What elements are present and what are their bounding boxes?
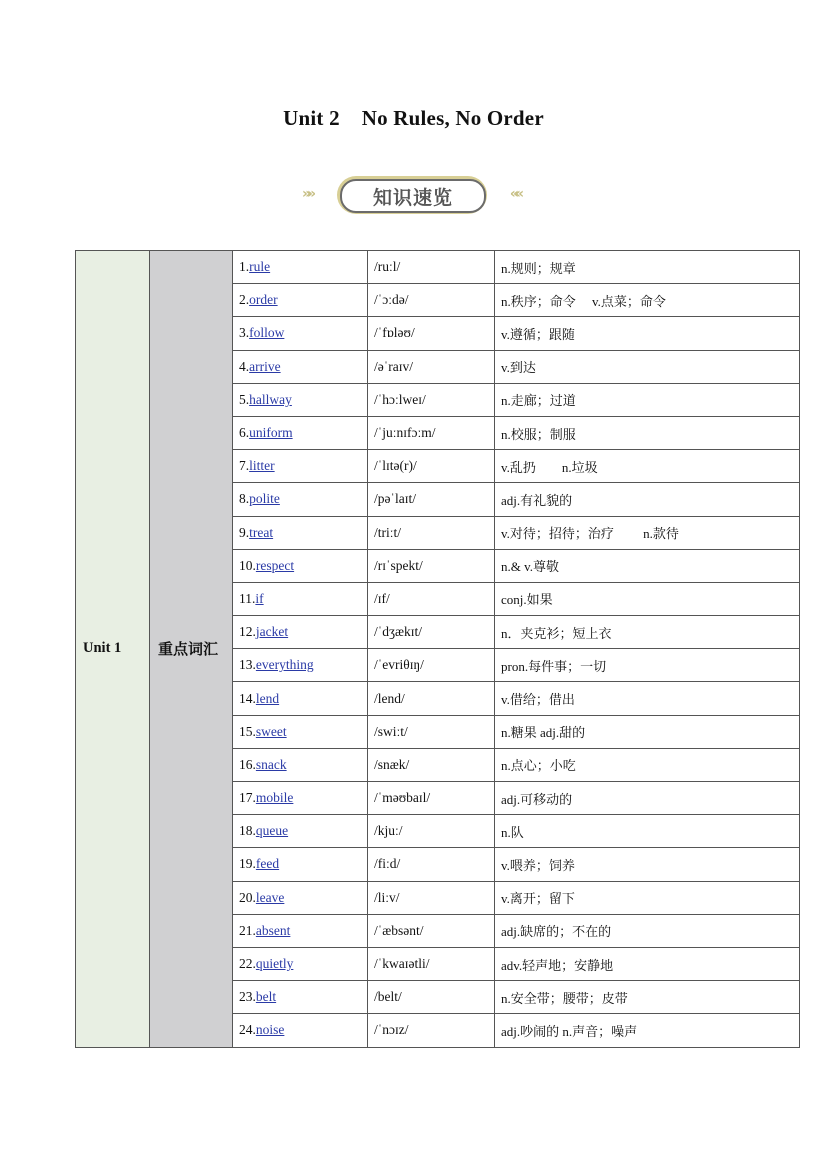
- word-number: 17.: [239, 790, 256, 806]
- meaning-cell: n.规则；规章: [495, 251, 800, 284]
- word-text: litter: [249, 458, 275, 474]
- banner-label: 知识速览: [340, 179, 486, 213]
- word-cell: [233, 383, 368, 416]
- word-number: 2.: [239, 292, 250, 308]
- word-cell: [233, 284, 368, 317]
- word-cell: [233, 1014, 368, 1047]
- word-number: 12.: [239, 624, 256, 640]
- phonetic-cell: /liːv/: [368, 881, 495, 914]
- meaning-cell: v.到达: [495, 350, 800, 383]
- meaning-cell: adj.缺席的；不在的: [495, 914, 800, 947]
- meaning-cell: n.秩序；命令 v.点菜；命令: [495, 284, 800, 317]
- word-link[interactable]: [256, 657, 328, 672]
- word-cell: [233, 582, 368, 615]
- word-cell: [233, 416, 368, 449]
- phonetic-cell: /ˈnɔɪz/: [368, 1014, 495, 1047]
- word-text: quietly: [255, 956, 294, 972]
- word-link[interactable]: [256, 823, 292, 838]
- word-text: polite: [249, 491, 280, 507]
- word-link[interactable]: [249, 425, 309, 440]
- meaning-cell: v.喂养；饲养: [495, 848, 800, 881]
- word-link[interactable]: [256, 790, 298, 805]
- word-text: sweet: [255, 723, 287, 739]
- word-cell: [233, 350, 368, 383]
- word-cell: [233, 947, 368, 980]
- title-unit: Unit 2: [283, 106, 340, 130]
- word-link[interactable]: [256, 956, 298, 971]
- meaning-cell: adj.有礼貌的: [495, 483, 800, 516]
- page-title: [0, 106, 827, 131]
- category-label: 重点词汇: [150, 251, 233, 1048]
- word-text: feed: [255, 856, 280, 872]
- word-number: 10.: [239, 557, 256, 573]
- word-cell: [233, 881, 368, 914]
- phonetic-cell: /lend/: [368, 682, 495, 715]
- word-number: 15.: [239, 723, 256, 739]
- phonetic-cell: /rɪˈspekt/: [368, 549, 495, 582]
- unit-label: Unit 1: [76, 251, 150, 1048]
- phonetic-cell: /triːt/: [368, 516, 495, 549]
- word-text: treat: [249, 524, 274, 540]
- phonetic-cell: /ˈhɔːlweɪ/: [368, 383, 495, 416]
- word-link[interactable]: [249, 458, 291, 473]
- phonetic-cell: /ˈjuːnɪfɔːm/: [368, 416, 495, 449]
- word-number: 18.: [239, 823, 256, 839]
- word-link[interactable]: [256, 624, 292, 639]
- word-link[interactable]: [255, 591, 269, 606]
- word-text: lend: [255, 690, 280, 706]
- word-number: 22.: [239, 956, 256, 972]
- word-cell: [233, 483, 368, 516]
- word-number: 23.: [239, 989, 256, 1005]
- word-link[interactable]: [249, 525, 287, 540]
- word-cell: [233, 748, 368, 781]
- word-cell: [233, 317, 368, 350]
- meaning-cell: conj.如果: [495, 582, 800, 615]
- word-cell: [233, 549, 368, 582]
- word-cell: [233, 616, 368, 649]
- word-cell: [233, 649, 368, 682]
- phonetic-cell: /ˈfɒləʊ/: [368, 317, 495, 350]
- phonetic-cell: /swiːt/: [368, 715, 495, 748]
- word-cell: [233, 450, 368, 483]
- word-text: arrive: [249, 358, 281, 374]
- word-cell: [233, 981, 368, 1014]
- word-cell: [233, 782, 368, 815]
- word-cell: [233, 251, 368, 284]
- meaning-cell: adj.吵闹的 n.声音；噪声: [495, 1014, 800, 1047]
- word-number: 7.: [239, 458, 250, 474]
- title-topic: No Rules, No Order: [361, 106, 544, 130]
- word-number: 13.: [239, 657, 256, 673]
- word-cell: [233, 815, 368, 848]
- word-number: 5.: [239, 391, 250, 407]
- meaning-cell: n.点心；小吃: [495, 748, 800, 781]
- word-link[interactable]: [249, 259, 284, 274]
- phonetic-cell: /ˈkwaɪətli/: [368, 947, 495, 980]
- word-text: order: [249, 292, 278, 308]
- word-number: 21.: [239, 922, 256, 938]
- phonetic-cell: /ˈlɪtə(r)/: [368, 450, 495, 483]
- meaning-cell: n.安全带；腰带；皮带: [495, 981, 800, 1014]
- meaning-cell: n.& v.尊敬: [495, 549, 800, 582]
- phonetic-cell: /ˈɔːdə/: [368, 284, 495, 317]
- phonetic-cell: /ˈməʊbaɪl/: [368, 782, 495, 815]
- word-text: belt: [255, 989, 277, 1005]
- meaning-cell: n.走廊；过道: [495, 383, 800, 416]
- meaning-cell: v.离开；留下: [495, 881, 800, 914]
- meaning-cell: adv.轻声地；安静地: [495, 947, 800, 980]
- phonetic-cell: /belt/: [368, 981, 495, 1014]
- phonetic-cell: /ɪf/: [368, 582, 495, 615]
- word-cell: [233, 682, 368, 715]
- word-number: 1.: [239, 259, 250, 275]
- meaning-cell: pron.每件事；一切: [495, 649, 800, 682]
- word-text: uniform: [249, 425, 293, 441]
- word-number: 16.: [239, 756, 256, 772]
- word-link[interactable]: [256, 989, 280, 1004]
- word-link[interactable]: [256, 558, 300, 573]
- word-number: 4.: [239, 358, 250, 374]
- word-link[interactable]: [256, 890, 288, 905]
- word-text: follow: [249, 325, 285, 341]
- phonetic-cell: /fiːd/: [368, 848, 495, 881]
- word-number: 11.: [239, 590, 256, 606]
- double-chevron-right-icon: »»: [302, 186, 313, 202]
- phonetic-cell: /əˈraɪv/: [368, 350, 495, 383]
- word-link[interactable]: [256, 757, 291, 772]
- meaning-cell: n.糖果 adj.甜的: [495, 715, 800, 748]
- word-number: 9.: [239, 524, 250, 540]
- word-cell: [233, 516, 368, 549]
- word-link[interactable]: [256, 1022, 289, 1037]
- word-link[interactable]: [249, 392, 312, 407]
- word-cell: [233, 715, 368, 748]
- word-link[interactable]: [249, 325, 306, 340]
- word-link[interactable]: [256, 724, 291, 739]
- phonetic-cell: /pəˈlaɪt/: [368, 483, 495, 516]
- word-cell: [233, 914, 368, 947]
- section-banner: [300, 176, 526, 216]
- word-link[interactable]: [249, 292, 295, 307]
- word-number: 19.: [239, 856, 256, 872]
- word-text: queue: [255, 823, 289, 839]
- phonetic-cell: /ˈevriθɪŋ/: [368, 649, 495, 682]
- phonetic-cell: /ruːl/: [368, 251, 495, 284]
- word-number: 20.: [239, 889, 256, 905]
- meaning-cell: n.校服；制服: [495, 416, 800, 449]
- word-text: everything: [255, 657, 314, 673]
- phonetic-cell: /ˈdʒækɪt/: [368, 616, 495, 649]
- word-text: respect: [255, 557, 295, 573]
- word-text: noise: [255, 1022, 285, 1038]
- phonetic-cell: /kjuː/: [368, 815, 495, 848]
- word-text: mobile: [255, 790, 294, 806]
- meaning-cell: n．夹克衫；短上衣: [495, 616, 800, 649]
- word-number: 8.: [239, 491, 250, 507]
- word-link[interactable]: [249, 359, 298, 374]
- meaning-cell: v.借给；借出: [495, 682, 800, 715]
- double-chevron-left-icon: ««: [509, 186, 520, 202]
- meaning-cell: n.队: [495, 815, 800, 848]
- word-number: 24.: [239, 1022, 256, 1038]
- word-number: 14.: [239, 690, 256, 706]
- vocabulary-table: [75, 250, 800, 1048]
- word-cell: [233, 848, 368, 881]
- meaning-cell: v.对待；招待；治疗 n.款待: [495, 516, 800, 549]
- word-text: jacket: [255, 624, 289, 640]
- word-number: 6.: [239, 425, 250, 441]
- meaning-cell: adj.可移动的: [495, 782, 800, 815]
- meaning-cell: v.乱扔 n.垃圾: [495, 450, 800, 483]
- word-text: rule: [249, 259, 271, 275]
- phonetic-cell: /snæk/: [368, 748, 495, 781]
- word-link[interactable]: [256, 691, 297, 706]
- word-text: absent: [255, 922, 291, 938]
- word-link[interactable]: [256, 856, 283, 871]
- word-text: leave: [255, 889, 285, 905]
- word-link[interactable]: [249, 491, 294, 506]
- word-number: 3.: [239, 325, 250, 341]
- word-text: hallway: [249, 391, 292, 407]
- phonetic-cell: /ˈæbsənt/: [368, 914, 495, 947]
- meaning-cell: v.遵循；跟随: [495, 317, 800, 350]
- word-text: if: [255, 590, 264, 606]
- table-row: [76, 251, 800, 284]
- word-text: snack: [255, 756, 287, 772]
- word-link[interactable]: [256, 923, 295, 938]
